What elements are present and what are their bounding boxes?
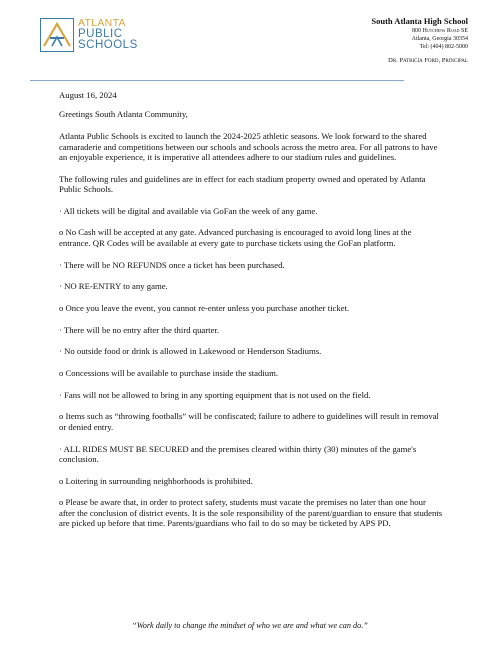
school-info bbox=[308, 16, 468, 65]
school-phone: Tel: (404) 802-5000 bbox=[419, 44, 468, 50]
logo-line-public: PUBLIC bbox=[78, 27, 123, 40]
rule-item: o Concessions will be available to purchase inside the stadium. bbox=[59, 368, 279, 379]
rule-item: o Once you leave the event, you cannot re-enter unless you purchase another ticket. bbox=[59, 302, 350, 313]
rule-item: · All tickets will be digital and available via GoFan the week of any game. bbox=[59, 205, 318, 216]
paragraph-rules-intro: The following rules and guidelines are in effect for each stadium property owned and operated by Atlanta Public Schools. bbox=[59, 173, 426, 195]
rule-item: o Loitering in surrounding neighborhoods is prohibited. bbox=[59, 475, 253, 486]
rule-item: · Fans will not be allowed to bring in any sporting equipment that is not used on the field. bbox=[59, 389, 371, 400]
rule-item: o Please be aware that, in order to protect safety, students must vacate the premises no later than one hour after the conclusion of district events. It is the sole responsibility of the parent/guardian to ensure that students are picked up before that time. Parents/guardians who fail to do so may be ticketed by APS PD. bbox=[59, 497, 443, 529]
rule-item: · There will be NO REFUNDS once a ticket has been purchased. bbox=[59, 259, 285, 270]
aps-logo-icon bbox=[40, 18, 74, 52]
letter-body bbox=[59, 90, 443, 540]
paragraph-intro: Atlanta Public Schools is excited to launch the 2024-2025 athletic seasons. We look forward to the shared camaraderie and competitions between our schools and schools across the metro area. For all patrons to have an enjoyable experience, it is imperative all attendees adhere to our stadium rules and guidelines. bbox=[59, 131, 438, 162]
school-name: South Atlanta High School bbox=[371, 16, 468, 26]
rule-item: · NO RE-ENTRY to any game. bbox=[59, 281, 168, 292]
letter-greeting: Greetings South Atlanta Community, bbox=[59, 109, 188, 120]
rule-item: · ALL RIDES MUST BE SECURED and the premises cleared within thirty (30) minutes of the game's conclusion. bbox=[59, 443, 417, 464]
aps-logo-wordmark bbox=[78, 18, 138, 52]
rule-item: · No outside food or drink is allowed in Lakewood or Henderson Stadiums. bbox=[59, 346, 322, 357]
rule-item: · There will be no entry after the third quarter. bbox=[59, 324, 220, 335]
rule-item: o Items such as “throwing footballs” will be confiscated; failure to adhere to guidelines will result in removal or denied entry. bbox=[59, 411, 439, 432]
aps-logo bbox=[40, 12, 160, 58]
letter-date: August 16, 2024 bbox=[59, 90, 117, 100]
school-address-line2: Atlanta, Georgia 30354 bbox=[411, 36, 468, 42]
school-address-line1: 800 Hutchens Road SE bbox=[412, 28, 468, 34]
rule-item: o No Cash will be accepted at any gate. Advanced purchasing is encouraged to avoid long lines at the entrance. QR Codes will be available at every gate to purchase tickets using the GoFan platform. bbox=[59, 227, 412, 248]
logo-line-atlanta: ATLANTA bbox=[78, 17, 126, 30]
logo-line-schools: SCHOOLS bbox=[78, 39, 138, 52]
footer-motto: “Work daily to change the mindset of who we are and what we can do.” bbox=[132, 621, 368, 630]
header-divider bbox=[30, 80, 404, 81]
school-principal: Dr. Patricia Ford, Principal bbox=[388, 57, 468, 64]
